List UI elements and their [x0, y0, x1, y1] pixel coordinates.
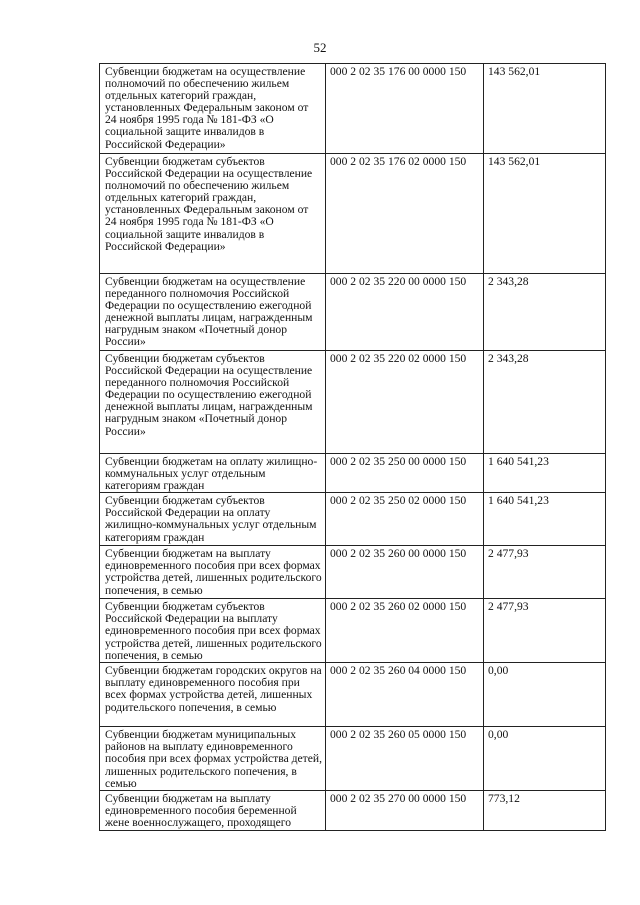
table-row: [100, 727, 606, 791]
row-name-cell: Субвенции бюджетам городских округов на выплату единовременного пособия при всех формах устройства детей, лишенных родительского попечения, в семью: [100, 663, 326, 727]
row-code-cell: 000 2 02 35 220 02 0000 150: [326, 351, 484, 454]
row-code-cell: 000 2 02 35 260 04 0000 150: [326, 663, 484, 727]
row-amount-cell: 0,00: [484, 663, 606, 727]
row-amount-cell: 143 562,01: [484, 64, 606, 154]
row-amount-cell: 2 477,93: [484, 599, 606, 663]
row-code-cell: 000 2 02 35 260 02 0000 150: [326, 599, 484, 663]
row-amount-cell: 0,00: [484, 727, 606, 791]
row-name-cell: Субвенции бюджетам субъектов Российской Федерации на осуществление полномочий по обеспечению жильем отдельных категорий граждан, установленных Федеральным законом от 24 ноября 1995 года № 181-ФЗ «О социальной защите инвалидов в Российской Федерации»: [100, 154, 326, 274]
table-row: [100, 274, 606, 351]
table-row: [100, 64, 606, 154]
row-amount-cell: 1 640 541,23: [484, 493, 606, 546]
row-amount-cell: 1 640 541,23: [484, 454, 606, 493]
row-code-cell: 000 2 02 35 270 00 0000 150: [326, 791, 484, 830]
row-code-cell: 000 2 02 35 176 02 0000 150: [326, 154, 484, 274]
row-name-cell: Субвенции бюджетам на осуществление переданного полномочия Российской Федерации по осуществлению ежегодной денежной выплаты лицам, награжденным нагрудным знаком «Почетный донор России»: [100, 274, 326, 351]
table-row: [100, 493, 606, 546]
table-row: [100, 663, 606, 727]
row-amount-cell: 773,12: [484, 791, 606, 830]
row-code-cell: 000 2 02 35 260 00 0000 150: [326, 546, 484, 599]
table-row: [100, 546, 606, 599]
row-name-cell: Субвенции бюджетам на осуществление полномочий по обеспечению жильем отдельных категорий граждан, установленных Федеральным законом от 24 ноября 1995 года № 181-ФЗ «О социальной защите инвалидов в Российской Федерации»: [100, 64, 326, 154]
table-row: [100, 599, 606, 663]
row-name-cell: Субвенции бюджетам субъектов Российской Федерации на оплату жилищно-коммунальных услуг отдельным категориям граждан: [100, 493, 326, 546]
table-row: [100, 154, 606, 274]
row-code-cell: 000 2 02 35 176 00 0000 150: [326, 64, 484, 154]
table-row: [100, 454, 606, 493]
budget-table: [99, 63, 606, 831]
row-name-cell: Субвенции бюджетам на выплату единовременного пособия беременной жене военнослужащего, проходящего: [100, 791, 326, 830]
table-row: [100, 791, 606, 830]
row-amount-cell: 143 562,01: [484, 154, 606, 274]
row-amount-cell: 2 343,28: [484, 274, 606, 351]
row-name-cell: Субвенции бюджетам на выплату единовременного пособия при всех формах устройства детей, лишенных родительского попечения, в семью: [100, 546, 326, 599]
row-amount-cell: 2 477,93: [484, 546, 606, 599]
row-code-cell: 000 2 02 35 260 05 0000 150: [326, 727, 484, 791]
row-name-cell: Субвенции бюджетам на оплату жилищно-коммунальных услуг отдельным категориям граждан: [100, 454, 326, 493]
row-code-cell: 000 2 02 35 220 00 0000 150: [326, 274, 484, 351]
row-code-cell: 000 2 02 35 250 00 0000 150: [326, 454, 484, 493]
row-code-cell: 000 2 02 35 250 02 0000 150: [326, 493, 484, 546]
row-amount-cell: 2 343,28: [484, 351, 606, 454]
row-name-cell: Субвенции бюджетам субъектов Российской Федерации на выплату единовременного пособия при всех формах устройства детей, лишенных родительского попечения, в семью: [100, 599, 326, 663]
row-name-cell: Субвенции бюджетам муниципальных районов на выплату единовременного пособия при всех формах устройства детей, лишенных родительского попечения, в семью: [100, 727, 326, 791]
row-name-cell: Субвенции бюджетам субъектов Российской Федерации на осуществление переданного полномочия Российской Федерации по осуществлению ежегодной денежной выплаты лицам, награжденным нагрудным знаком «Почетный донор России»: [100, 351, 326, 454]
page-number: 52: [313, 40, 327, 55]
table-row: [100, 351, 606, 454]
